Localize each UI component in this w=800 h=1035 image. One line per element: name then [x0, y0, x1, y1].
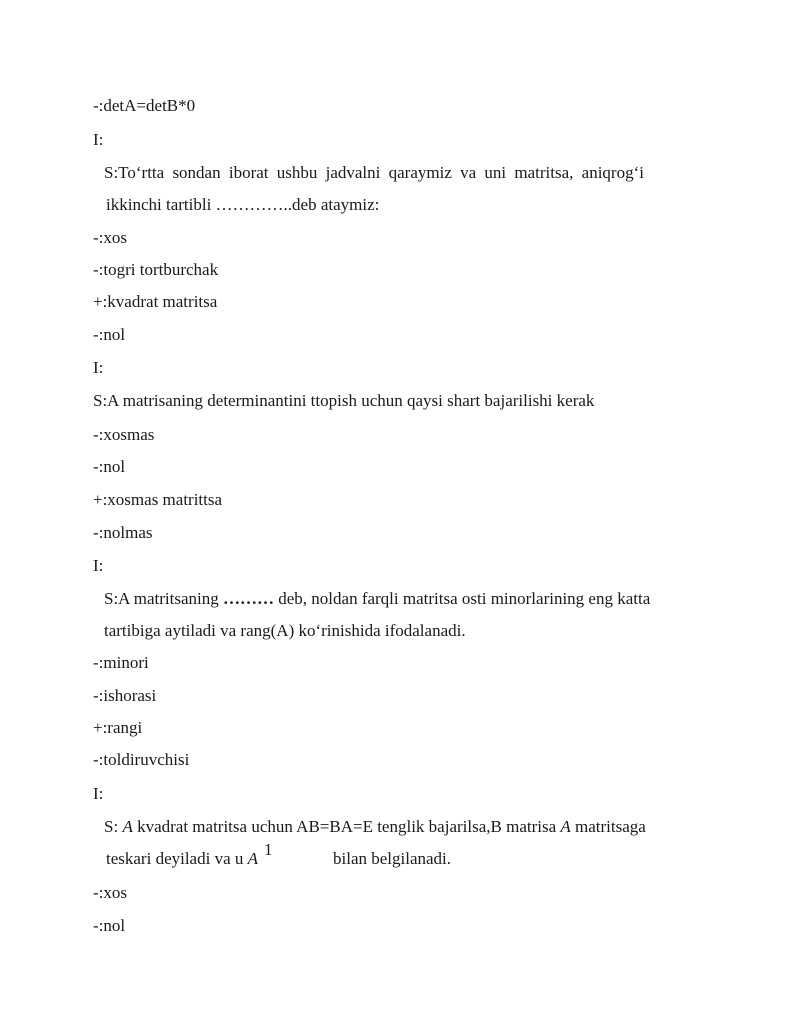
matrix-symbol: A — [122, 817, 133, 836]
matrix-symbol: A — [560, 817, 571, 836]
item-marker: I: — [93, 556, 104, 575]
question-text-cont: ikkinchi tartibli …………..deb ataymiz: — [106, 195, 380, 214]
answer-option-correct: +:kvadrat matritsa — [93, 292, 218, 311]
item-marker: I: — [93, 358, 104, 377]
answer-option: -:nolmas — [93, 523, 153, 542]
answer-option: -:nol — [93, 916, 126, 935]
question-text-end: bilan belgilanadi. — [333, 849, 452, 868]
item-marker: I: — [93, 784, 104, 803]
answer-option: -:xosmas — [93, 425, 155, 444]
answer-option: -:nol — [93, 325, 126, 344]
question-text-start: S: — [104, 817, 123, 836]
answer-option-correct: +:rangi — [93, 718, 143, 737]
question-text — [104, 817, 646, 837]
item-marker: I: — [93, 130, 104, 149]
answer-line: -:detA=detB*0 — [93, 96, 196, 115]
superscript: 1 — [264, 840, 273, 859]
answer-option-correct: +:xosmas matrittsa — [93, 490, 223, 509]
question-text — [104, 589, 650, 609]
question-text-end: deb, noldan farqli matritsa osti minorlarining eng katta — [274, 589, 651, 608]
question-text-mid: kvadrat matritsa uchun AB=BA=E tenglik bajarilsa,B matrisa — [132, 817, 561, 836]
answer-option: -:xos — [93, 883, 127, 902]
answer-option: -:togri tortburchak — [93, 260, 219, 279]
question-text-start: S:A matritsaning — [104, 589, 223, 608]
answer-option: -:toldiruvchisi — [93, 750, 190, 769]
matrix-symbol: A — [247, 849, 259, 868]
blank-placeholder: ……… — [223, 589, 274, 608]
question-text-end: matritsaga — [570, 817, 646, 836]
question-text: S:A matrisaning determinantini ttopish uchun qaysi shart bajarilishi kerak — [93, 391, 595, 410]
answer-option: -:xos — [93, 228, 127, 247]
answer-option: -:nol — [93, 457, 126, 476]
question-text-start: teskari deyiladi va u — [106, 849, 248, 868]
answer-option: -:minori — [93, 653, 149, 672]
question-text-cont: tartibiga aytiladi va rang(A) ko‘rinishida ifodalanadi. — [104, 621, 466, 640]
question-text-cont — [106, 840, 273, 869]
answer-option: -:ishorasi — [93, 686, 157, 705]
question-text: S:To‘rtta sondan iborat ushbu jadvalni qaraymiz va uni matritsa, aniqrog‘i — [104, 163, 644, 182]
